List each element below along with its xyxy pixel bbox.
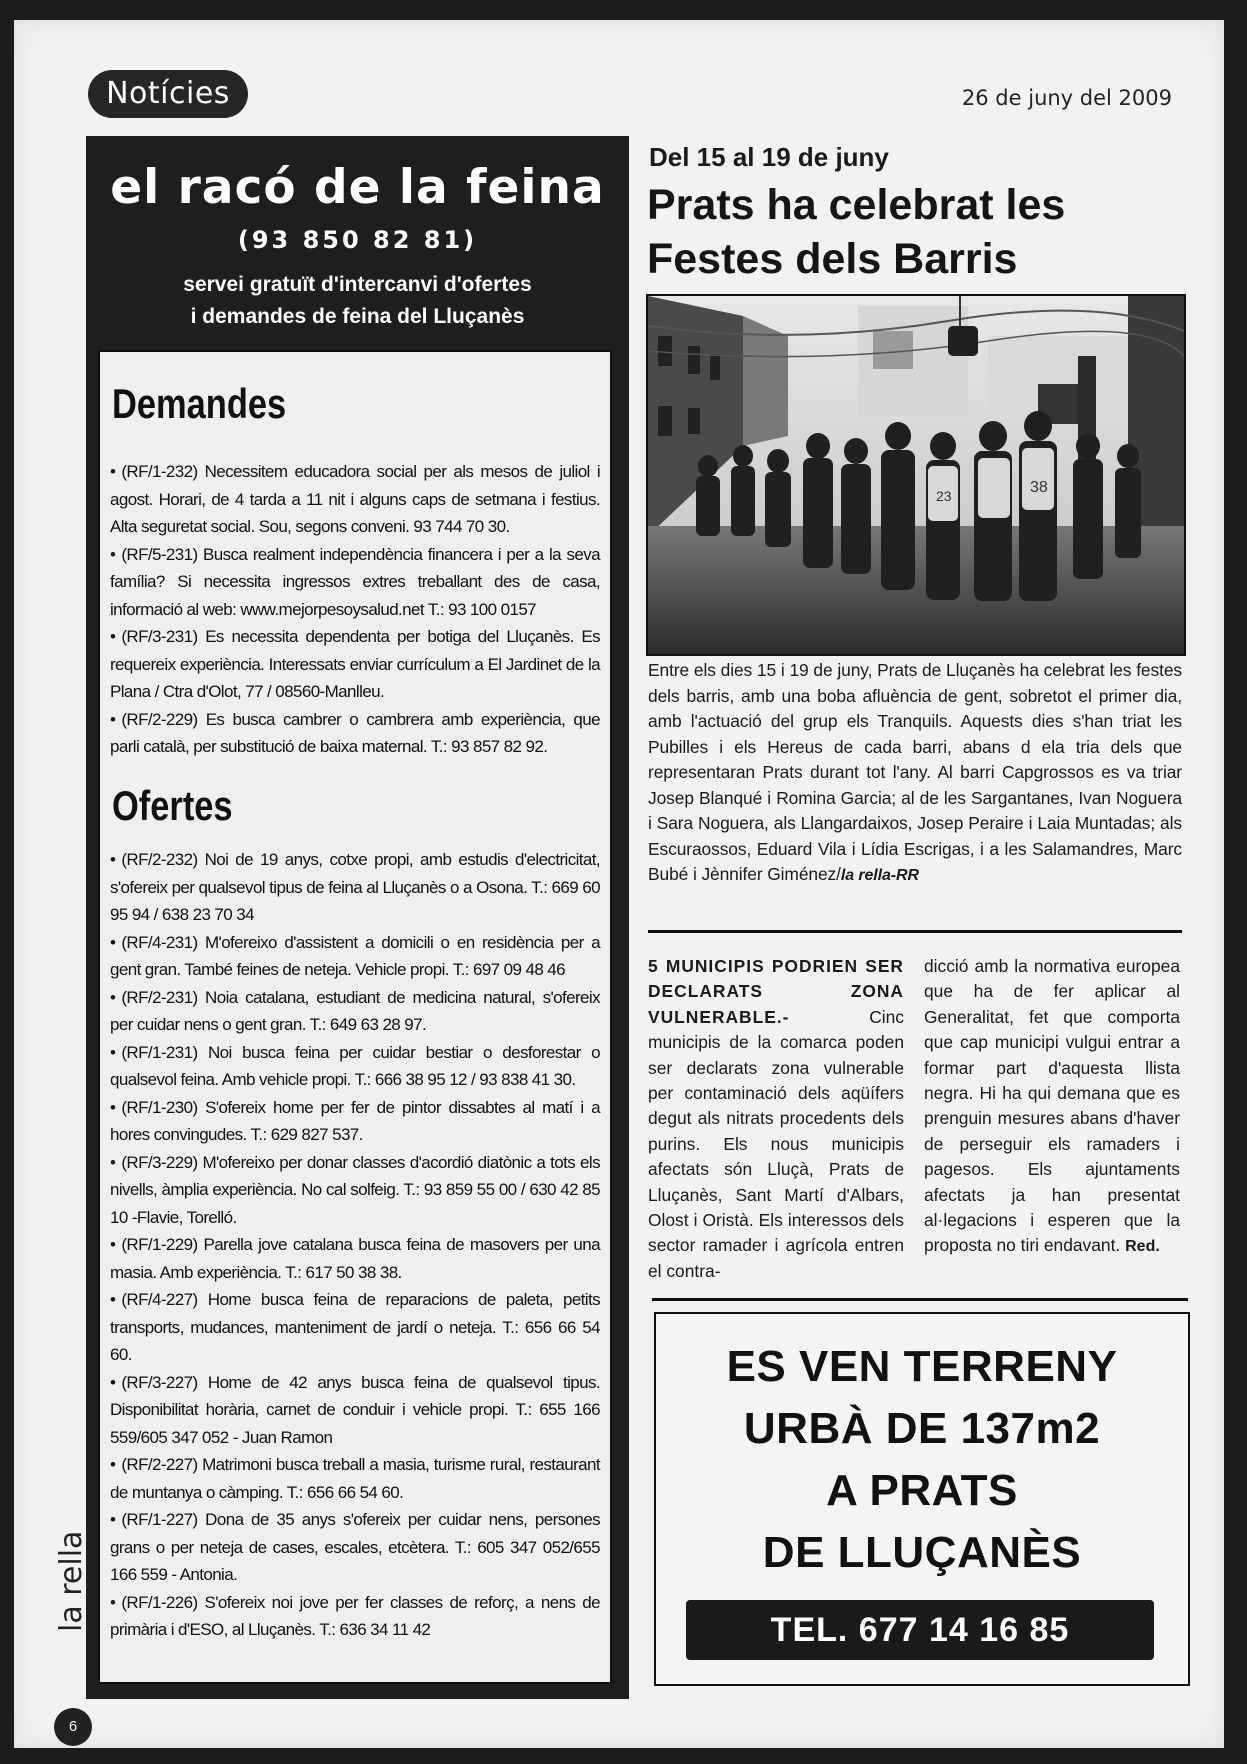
article-headline: Prats ha celebrat les Festes dels Barris bbox=[647, 181, 1066, 283]
brief-signature: Red. bbox=[1125, 1238, 1160, 1256]
ad-phone: TEL. 677 14 16 85 bbox=[686, 1600, 1154, 1660]
crowd-street-photo bbox=[646, 294, 1186, 656]
listing-item: • (RF/2-231) Noia catalana, estudiant de medicina natural, s'ofereix per cuidar nens o gent gran. T.: 649 63 28 97. bbox=[110, 987, 600, 1034]
article-kicker: Del 15 al 19 de juny bbox=[649, 142, 889, 172]
ofertes-heading: Ofertes bbox=[112, 782, 233, 829]
publication-name: la rella bbox=[54, 1530, 89, 1632]
brief-column-2 bbox=[924, 954, 1180, 1260]
jobs-board-phone: (93 850 82 81) bbox=[237, 226, 478, 254]
article-body bbox=[648, 658, 1182, 889]
issue-date: 26 de juny del 2009 bbox=[961, 86, 1172, 110]
listing-item: • (RF/4-231) M'ofereixo d'assistent a domicili o en residència per a gent gran. També feines de neteja. Vehicle propi. T.: 697 09 48 46 bbox=[110, 932, 600, 979]
listing-item: • (RF/5-231) Busca realment independència financera i per a la seva família? Si necessita ingressos extres treballant des de casa, informació al web: www.mejorpesoysalud.net T.: 93 100 0157 bbox=[110, 544, 600, 619]
jobs-board bbox=[86, 136, 629, 1699]
divider bbox=[652, 1298, 1188, 1301]
ofertes-list bbox=[110, 846, 600, 1644]
listing-item: • (RF/1-227) Dona de 35 anys s'ofereix per cuidar nens, persones grans o per neteja de cases, escales, etcètera. T.: 605 347 052/655 166 559 - Antonia. bbox=[110, 1510, 600, 1584]
listing-item: • (RF/1-230) S'ofereix home per fer de pintor dissabtes al matí i a hores convingudes. T.: 629 827 537. bbox=[110, 1097, 600, 1144]
brief-text: Cinc municipis de la comarca poden ser declarats zona vulnerable per contaminació dels aqüífers degut als nitrats procedents dels purins. Els nous municipis afectats són Lluçà, Prats de Lluçanès, Sant Martí d'Albars, Olost i Oristà. Els interessos dels sector ramader i agrícola entren el contra- bbox=[648, 1006, 904, 1281]
jobs-board-title: el racó de la feina bbox=[110, 160, 605, 215]
listing-item: • (RF/3-231) Es necessita dependenta per botiga del Lluçanès. Es requereix experiència. Interessats enviar currículum a El Jardinet de la Plana / Ctra d'Olot, 77 / 08560-Manlleu. bbox=[110, 627, 600, 701]
listing-item: • (RF/1-231) Noi busca feina per cuidar bestiar o desforestar o qualsevol feina. Amb vehicle propi. T.: 666 38 95 12 / 93 838 41 30. bbox=[110, 1042, 600, 1089]
section-label: Notícies bbox=[88, 70, 248, 118]
article-text: Entre els dies 15 i 19 de juny, Prats de Lluçanès ha celebrat les festes dels barris, amb una boba afluència de gent, sobretot el primer dia, amb l'actuació del grup els Tranquils. Aquests dies s'han triat les Pubilles i els Hereus de cada barri, abans d ela tria dels que representaran Prats durant tot l'any. Al barri Capgrossos es va triar Josep Blanqué i Romina Garcia; al de les Sargantanes, Ivan Noguera i Sara Noguera, als Llangardaixos, Josep Peraire i Laia Muntadas; als Escuraossos, Eduard Vila i Lídia Escrigas, i a les Salamandres, Marc Bubé i Jènnifer Giménez/ bbox=[648, 660, 1182, 884]
brief-text: dicció amb la normativa europea que ha de fer aplicar al Generalitat, fet que comporta que cap municipi vulgui entrar a formar part d'aquesta llista negra. Hi ha qui demana que es prenguin mesures abans d'haver de perseguir els ramaders i pagesos. Els ajuntaments afectats ja han presentat al·legacions i esperen que la proposta no tiri endavant. bbox=[924, 956, 1180, 1256]
ad-line: A PRATS bbox=[826, 1466, 1018, 1515]
divider bbox=[648, 930, 1182, 933]
brief-title: 5 MUNICIPIS PODRIEN SER DECLARATS ZONA VULNERABLE.- bbox=[648, 956, 904, 1027]
classified-ad bbox=[654, 1312, 1190, 1686]
listing-item: • (RF/3-227) Home de 42 anys busca feina de qualsevol tipus. Disponibilitat horària, carnet de conduir i vehicle propi. T.: 655 166 559/605 347 052 - Juan Ramon bbox=[110, 1372, 600, 1447]
svg-text:23: 23 bbox=[936, 488, 952, 504]
jobs-subtitle-line: i demandes de feina del Lluçanès bbox=[190, 305, 525, 328]
page-number: 6 bbox=[54, 1708, 92, 1746]
article-signature: la rella-RR bbox=[840, 867, 919, 884]
brief-column-1 bbox=[648, 954, 904, 1284]
demandes-list bbox=[110, 458, 600, 761]
demandes-heading: Demandes bbox=[112, 380, 287, 427]
listing-item: • (RF/2-232) Noi de 19 anys, cotxe propi, amb estudis d'electricitat, s'ofereix per qualsevol tipus de feina al Lluçanès o a Osona. T.: 669 60 95 94 / 638 23 70 34 bbox=[110, 850, 600, 924]
listing-item: • (RF/3-229) M'ofereixo per donar classes d'acordió diatònic a tots els nivells, àmplia experiència. No cal solfeig. T.: 93 859 55 00 / 630 42 85 10 -Flavie, Torelló. bbox=[110, 1152, 600, 1227]
listing-item: • (RF/2-227) Matrimoni busca treball a masia, turisme rural, restaurant de muntanya o càmping. T.: 656 66 54 60. bbox=[110, 1455, 600, 1502]
ad-line: ES VEN TERRENY bbox=[726, 1342, 1118, 1391]
jobs-subtitle-line: servei gratuït d'intercanvi d'ofertes bbox=[183, 273, 532, 296]
jobs-listings-panel bbox=[98, 350, 612, 1684]
newspaper-page bbox=[14, 20, 1224, 1748]
listing-item: • (RF/4-227) Home busca feina de reparacions de paleta, petits transports, mudances, manteniment de jardí o neteja. T.: 656 66 54 60. bbox=[110, 1290, 600, 1364]
listing-item: • (RF/2-229) Es busca cambrer o cambrera amb experiència, que parli català, per substitució de baixa maternal. T.: 93 857 82 92. bbox=[110, 709, 600, 756]
ad-line: URBÀ DE 137m2 bbox=[743, 1404, 1101, 1453]
svg-text:38: 38 bbox=[1030, 479, 1048, 496]
listing-item: • (RF/1-232) Necessitem educadora social per als mesos de juliol i agost. Horari, de 4 tarda a 11 nit i alguns caps de setmana i festius. Alta seguretat social. Sou, segons conveni. 93 744 70 30. bbox=[110, 462, 600, 536]
listing-item: • (RF/1-229) Parella jove catalana busca feina de masovers per una masia. Amb experiència. T.: 617 50 38 38. bbox=[110, 1235, 600, 1282]
jobs-board-subtitle bbox=[86, 269, 629, 333]
listing-item: • (RF/1-226) S'ofereix noi jove per fer classes de reforç, a nens de primària i d'ESO, al Lluçanès. T.: 636 34 11 42 bbox=[110, 1592, 600, 1639]
ad-line: DE LLUÇANÈS bbox=[762, 1528, 1082, 1577]
